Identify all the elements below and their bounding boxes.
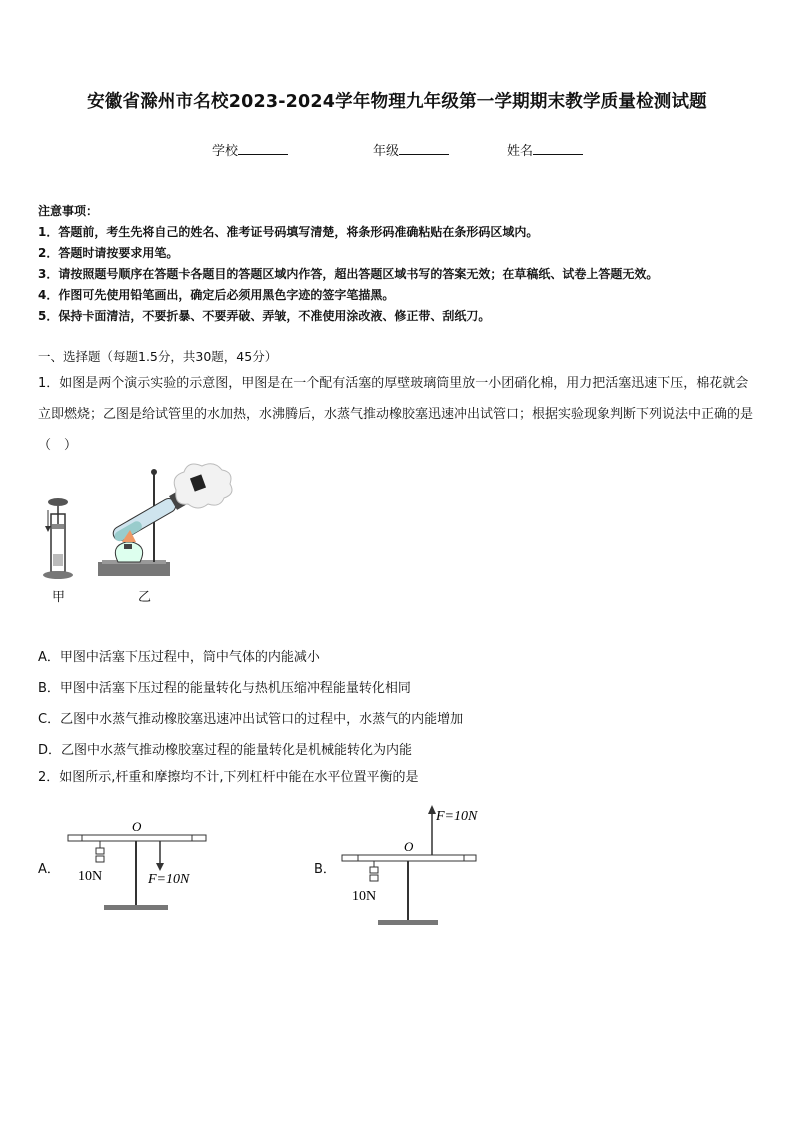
test-tube-heating-diagram <box>98 464 232 576</box>
notice-item: 2．答题时请按要求用笔。 <box>38 246 179 260</box>
force-label: F=10N <box>148 872 190 887</box>
question-2-text: 2．如图所示,杆重和摩擦均不计,下列杠杆中能在水平位置平衡的是 <box>38 770 419 785</box>
notice-item: 1．答题前，考生先将自己的姓名、准考证号码填写清楚，将条形码准确粘贴在条形码区域内。 <box>38 225 539 239</box>
weight-label: 10N <box>78 869 103 884</box>
notice-item: 4．作图可先使用铅笔画出，确定后必须用黑色字迹的签字笔描黑。 <box>38 288 395 302</box>
notice-block <box>38 201 658 327</box>
option-b[interactable]: B．甲图中活塞下压过程的能量转化与热机压缩冲程能量转化相同 <box>38 681 411 696</box>
name-label: 姓名 <box>507 144 534 159</box>
weight-label: 10N <box>352 889 377 904</box>
grade-blank[interactable] <box>399 142 449 155</box>
q2-option-a-label[interactable]: A． <box>38 862 60 877</box>
school-field <box>212 140 288 159</box>
lever-diagram-a <box>62 815 212 915</box>
figure-label-yi: 乙 <box>138 590 152 605</box>
school-blank[interactable] <box>238 142 288 155</box>
notice-heading: 注意事项： <box>38 204 99 218</box>
q2-option-b-label[interactable]: B． <box>314 862 336 877</box>
name-field <box>507 140 583 159</box>
question-1-text: 1．如图是两个演示实验的示意图，甲图是在一个配有活塞的厚壁玻璃筒里放一小团硝化棉，用力把活塞迅速下压，棉花就会立即燃烧；乙图是给试管里的水加热，水沸腾后，水蒸气推动橡胶塞迅速冲出试管口；根据实验现象判断下列说法中正确的是（ ） <box>38 376 754 453</box>
school-label: 学校 <box>212 144 239 159</box>
piston-cylinder-diagram <box>43 498 73 579</box>
section-heading: 一、选择题（每题1.5分，共30题，45分） <box>38 349 278 364</box>
pivot-label: O <box>404 839 414 854</box>
notice-item: 3．请按照题号顺序在答题卡各题目的答题区域内作答，超出答题区域书写的答案无效；在草稿纸、试卷上答题无效。 <box>38 267 659 281</box>
pivot-label: O <box>132 819 142 834</box>
option-a[interactable]: A．甲图中活塞下压过程中，筒中气体的内能减小 <box>38 650 320 665</box>
grade-label: 年级 <box>373 144 400 159</box>
figure-label-jia: 甲 <box>52 590 66 605</box>
lever-diagram-b <box>336 800 496 935</box>
name-blank[interactable] <box>533 142 583 155</box>
notice-item: 5．保持卡面清洁，不要折暴、不要弄破、弄皱，不准使用涂改液、修正带、刮纸刀。 <box>38 309 491 323</box>
option-c[interactable]: C．乙图中水蒸气推动橡胶塞迅速冲出试管口的过程中，水蒸气的内能增加 <box>38 712 464 727</box>
force-label: F=10N <box>436 809 478 824</box>
page-title: 安徽省滁州市名校2023-2024学年物理九年级第一学期期末教学质量检测试题 <box>87 92 707 112</box>
option-d[interactable]: D．乙图中水蒸气推动橡胶塞过程的能量转化是机械能转化为内能 <box>38 743 413 758</box>
grade-field <box>373 140 449 159</box>
